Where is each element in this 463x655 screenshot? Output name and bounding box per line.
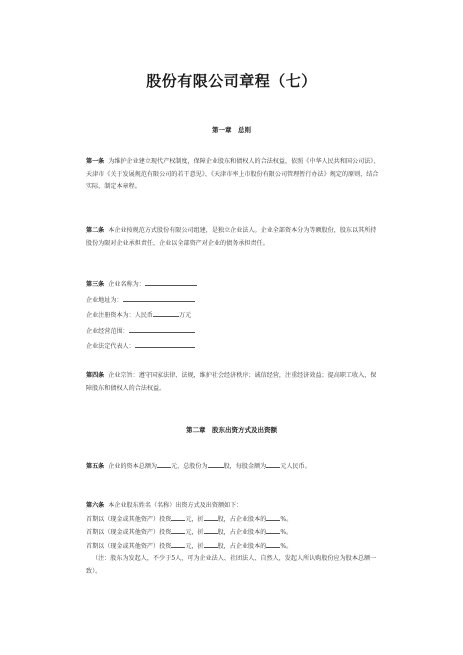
row-text-c: 股，占企业股本的	[217, 515, 267, 523]
article-3-line-5: 企业法定代表人：	[86, 343, 135, 350]
row-text-d: %。	[280, 542, 293, 550]
blank-line	[171, 513, 185, 521]
article-1-text: 为维护企业建立现代产权制度，保障企业股东和债权人的合法权益，依照《中华人民共和国公司法》、天津市《关于发展规范有限公司的若干意见》、《天津市率上市股份有限公司管理暂行办法》规定的原则，结合实际，制定本章程。	[86, 158, 380, 190]
article-6-row	[86, 513, 382, 527]
article-2	[86, 225, 382, 250]
blank-line	[204, 513, 218, 521]
blank-line	[135, 340, 195, 348]
article-6-note: （注：股东为发起人，不少于5人，可为企业法人、社团法人、自然人，发起人所认购股份应为股本总额一致）。	[86, 555, 377, 575]
article-3-line-3: 企业注册资本为：人民币	[86, 312, 154, 319]
article-6-row	[86, 540, 382, 554]
row-text-a: 首期以（现金或其他资产）投资	[86, 529, 172, 536]
article-5-text-a: 企业的资本总额为	[108, 463, 158, 470]
article-1-label: 第一条	[86, 158, 105, 165]
blank-line	[204, 540, 218, 548]
row-text-d: %。	[280, 515, 293, 523]
article-3-line-2: 企业地址为：	[86, 296, 123, 304]
row-text-c: 股，占企业股本的	[217, 529, 267, 536]
row-text-c: 股，占企业股本的	[217, 542, 267, 550]
article-5-text-c: 股，每股金额为	[223, 463, 267, 470]
blank-line	[171, 526, 185, 534]
blank-line	[266, 526, 280, 534]
article-4-text: 企业宗旨：遵守国家法律、法规，维护社会经济秩序；诚信经营，注重经济效益；提高职工收入，保障股东和债权人的合法权益。	[86, 372, 377, 392]
article-5-text-b: 元，总股份为	[171, 463, 208, 470]
article-1	[86, 156, 382, 194]
article-6	[86, 500, 382, 578]
article-4-label: 第四条	[86, 372, 105, 379]
document-title: 股份有限公司章程（七）	[146, 72, 317, 90]
article-5-label: 第五条	[86, 463, 105, 470]
article-5-text-d: 元人民币。	[280, 463, 311, 470]
blank-line	[266, 513, 280, 521]
article-5	[86, 460, 382, 474]
article-3-unit: 万元	[179, 312, 192, 319]
row-text-b: 元，折	[185, 515, 204, 523]
article-2-label: 第二条	[86, 227, 105, 234]
row-text-b: 元，折	[185, 542, 204, 550]
blank-line	[208, 460, 224, 468]
row-text-b: 元，折	[185, 529, 204, 536]
article-2-text: 本企业按规范方式股份有限公司组建，是独立企业法人。企业全部资本分为等额股份，股东以其所持股份为限对企业承担责任，企业以全部资产对企业的债务承担责任。	[86, 227, 377, 247]
row-text-d: %。	[280, 529, 293, 536]
blank-line	[266, 460, 280, 468]
blank-line	[123, 294, 195, 302]
article-6-row	[86, 526, 382, 540]
article-3-line-1: 企业名称为：	[108, 281, 145, 288]
blank-line	[157, 460, 171, 468]
blank-line	[129, 325, 195, 333]
article-3	[86, 278, 382, 354]
article-6-label: 第六条	[86, 502, 105, 509]
blank-line	[204, 526, 218, 534]
article-4	[86, 370, 382, 395]
blank-line	[145, 278, 197, 286]
row-text-a: 首期以（现金或其他资产）投资	[86, 515, 172, 523]
blank-line	[153, 309, 179, 317]
blank-line	[171, 540, 185, 548]
chapter-heading-2: 第二章 股东出资方式及出资额	[186, 426, 277, 434]
article-3-line-4: 企业经营范围：	[86, 327, 129, 335]
article-6-intro: 本企业股东姓名（名称）出资方式及出资额如下：	[108, 502, 243, 509]
blank-line	[266, 540, 280, 548]
chapter-heading-1: 第一章 总则	[212, 126, 251, 134]
row-text-a: 首期以（现金或其他资产）投资	[86, 542, 172, 550]
article-3-label: 第三条	[86, 281, 105, 288]
